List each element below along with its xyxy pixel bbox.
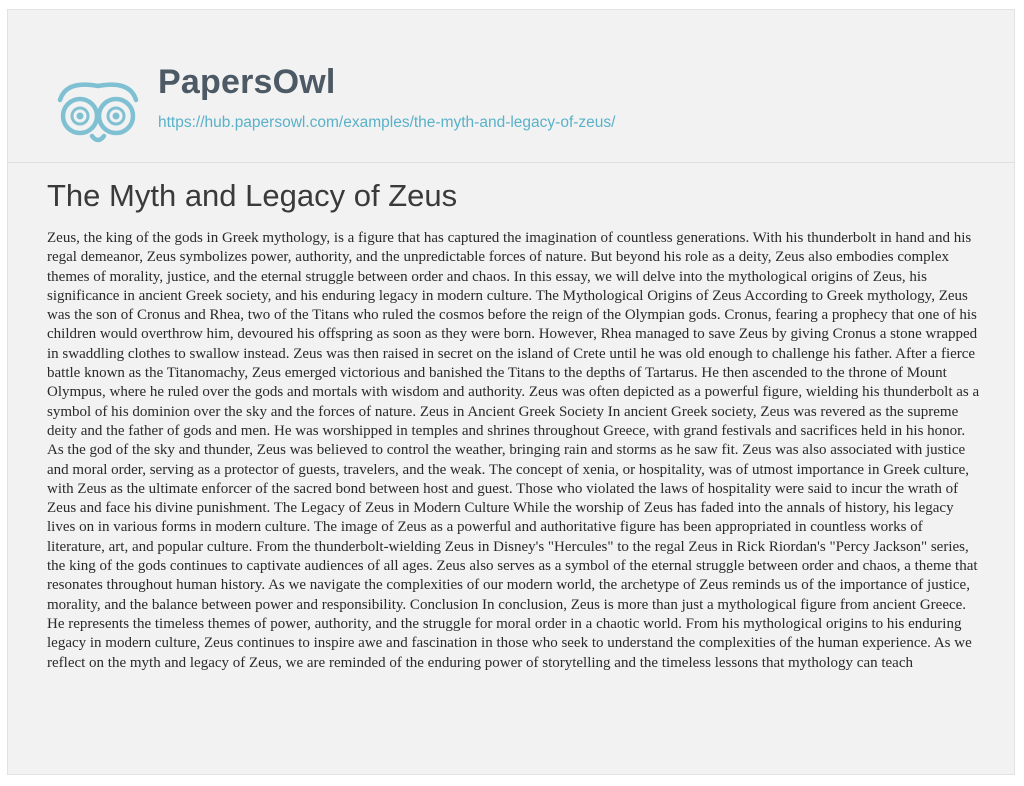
owl-logo-icon xyxy=(52,72,144,150)
source-url-link[interactable]: https://hub.papersowl.com/examples/the-myth-and-legacy-of-zeus/ xyxy=(158,114,616,131)
document-page xyxy=(7,9,1015,775)
article-title: The Myth and Legacy of Zeus xyxy=(47,178,458,213)
header xyxy=(8,10,1014,163)
brand-name: PapersOwl xyxy=(158,63,336,101)
article-body: Zeus, the king of the gods in Greek mythology, is a figure that has captured the imagination of countless generations. With his thunderbolt in hand and his regal demeanor, Zeus symbolizes power, authority, and the unpredictable forces of nature. But beyond his role as a deity, Zeus also embodies complex themes of morality, justice, and the eternal struggle between order and chaos. In this essay, we will delve into the mythological origins of Zeus, his significance in ancient Greek society, and his enduring legacy in modern culture. The Mythological Origins of Zeus According to Greek mythology, Zeus was the son of Cronus and Rhea, two of the Titans who ruled the cosmos before the reign of the Olympian gods. Cronus, fearing a prophecy that one of his children would overthrow him, devoured his offspring as soon as they were born. However, Rhea managed to save Zeus by giving Cronus a stone wrapped in swaddling clothes to swallow instead. Zeus was then raised in secret on the island of Crete until he was old enough to challenge his father. After a fierce battle known as the Titanomachy, Zeus emerged victorious and banished the Titans to the depths of Tartarus. He then ascended to the throne of Mount Olympus, where he ruled over the gods and mortals with wisdom and authority. Zeus was often depicted as a powerful figure, wielding his thunderbolt as a symbol of his dominion over the sky and the forces of nature. Zeus in Ancient Greek Society In ancient Greek society, Zeus was revered as the supreme deity and the father of gods and men. He was worshipped in temples and shrines throughout Greece, with grand festivals and sacrifices held in his honor. As the god of the sky and thunder, Zeus was believed to control the weather, bringing rain and storms as he saw fit. Zeus was also associated with justice and moral order, serving as a protector of guests, travelers, and the weak. The concept of xenia, or hospitality, was of utmost importance in Greek culture, with Zeus as the ultimate enforcer of the sacred bond between host and guest. Those who violated the laws of hospitality were said to incur the wrath of Zeus and face his divine punishment. The Legacy of Zeus in Modern Culture While the worship of Zeus has faded into the annals of history, his legacy lives on in various forms in modern culture. The image of Zeus as a powerful and authoritative figure has been appropriated in countless works of literature, art, and popular culture. From the thunderbolt-wielding Zeus in Disney's "Hercules" to the regal Zeus in Rick Riordan's "Percy Jackson" series, the king of the gods continues to captivate audiences of all ages. Zeus also serves as a symbol of the eternal struggle between order and chaos, a theme that resonates throughout human history. As we navigate the complexities of our modern world, the archetype of Zeus reminds us of the importance of justice, morality, and the balance between power and responsibility. Conclusion In conclusion, Zeus is more than just a mythological figure from ancient Greece. He represents the timeless themes of power, authority, and the struggle for moral order in a chaotic world. From his mythological origins to his enduring legacy in modern culture, Zeus continues to inspire awe and fascination in those who seek to understand the complexities of the human experience. As we reflect on the myth and legacy of Zeus, we are reminded of the enduring power of storytelling and the timeless lessons that mythology can teach xyxy=(47,230,980,671)
